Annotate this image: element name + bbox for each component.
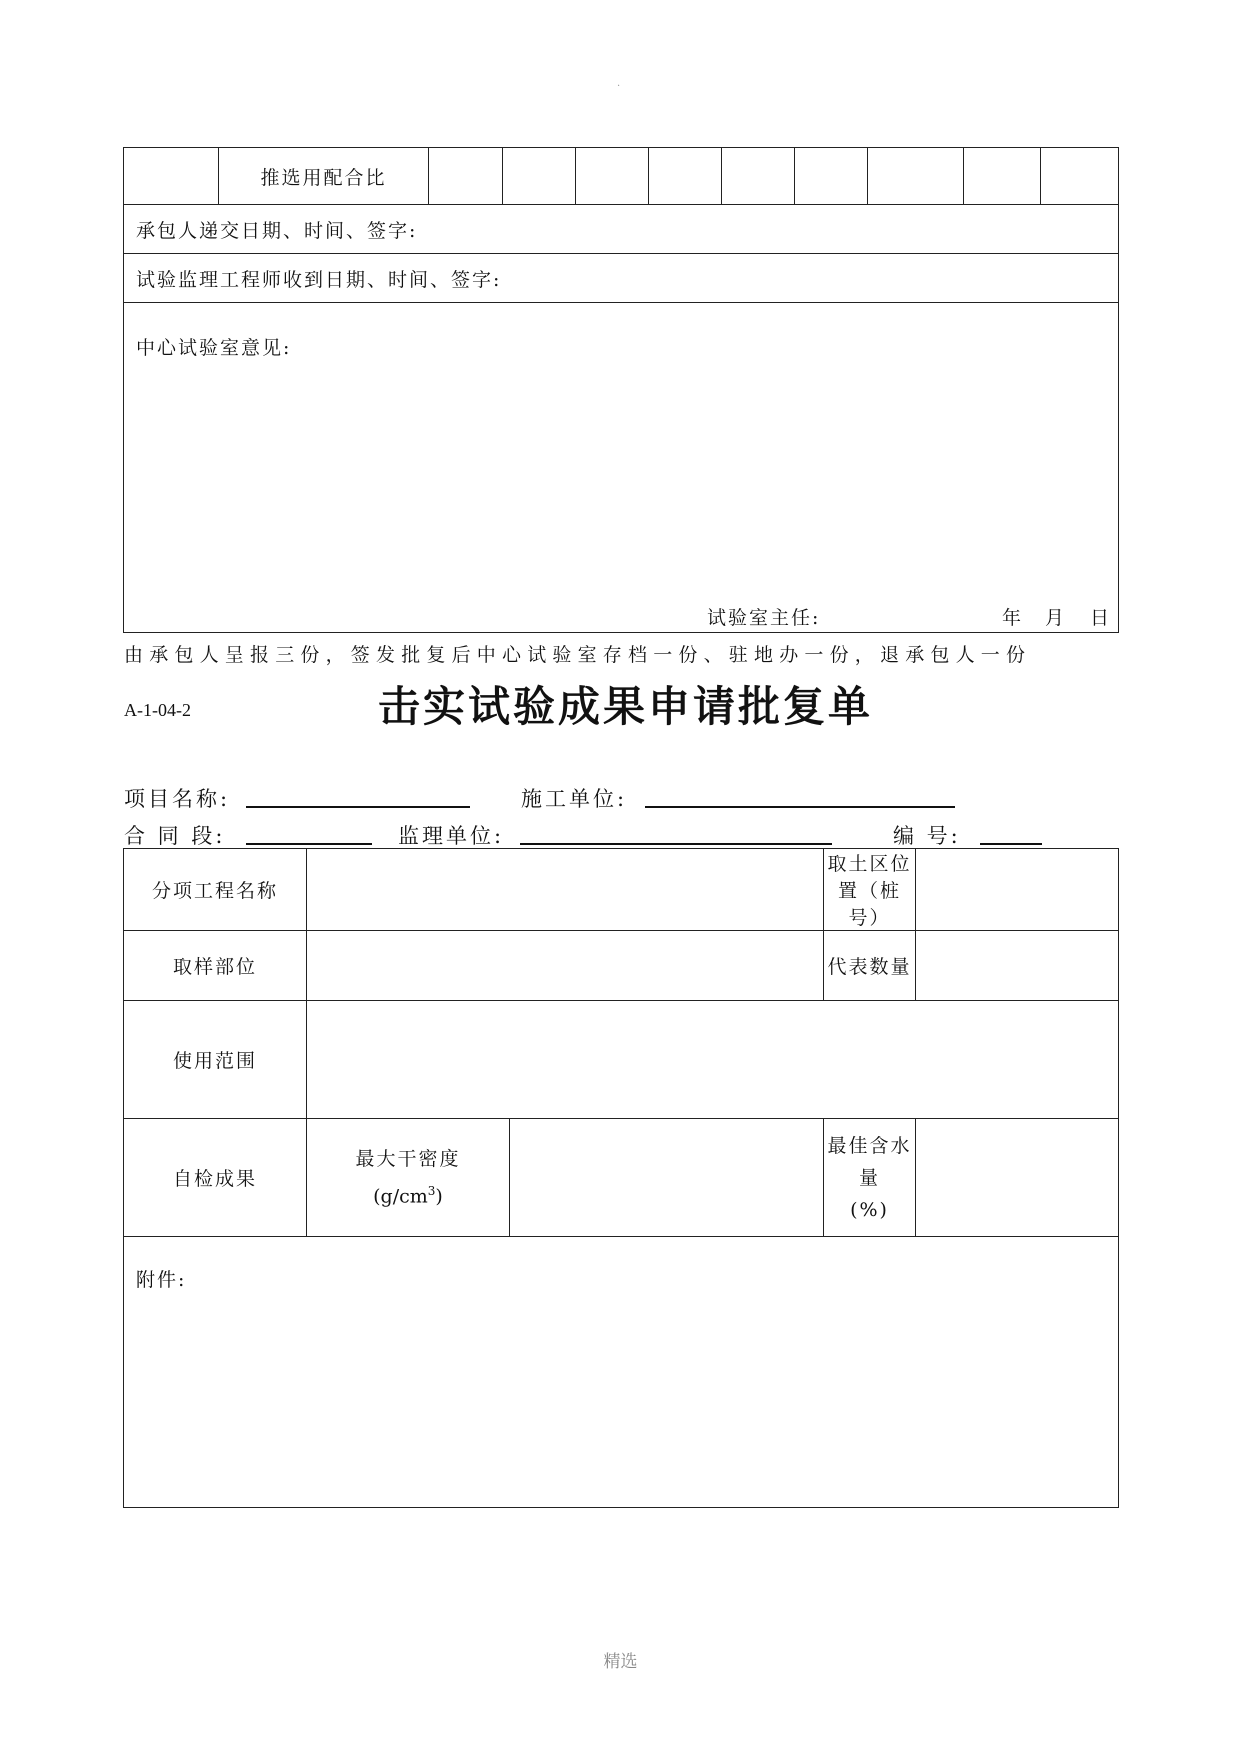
project-name-label: 项目名称: [124,787,231,811]
footer-mark: 精选 [603,1652,638,1672]
sub-project-name-field[interactable] [307,849,824,931]
contract-section-field[interactable] [246,843,372,845]
project-name-field[interactable] [246,806,470,808]
page-mark: . [617,78,621,89]
mix-ratio-label: 推选用配合比 [219,148,429,205]
opt-moisture-label [824,1119,916,1237]
distribution-note: 由承包人呈报三份，签发批复后中心试验室存档一份、驻地办一份，退承包人一份 [124,644,1032,666]
mix-ratio-cell[interactable] [868,148,964,205]
blank-cell [124,148,219,205]
opt-moisture-field[interactable] [916,1119,1119,1237]
self-check-label: 自检成果 [124,1119,307,1237]
engineer-receive-row[interactable]: 试验监理工程师收到日期、时间、签字: [124,254,1119,303]
supervision-unit-field[interactable] [520,843,832,845]
density-unit: $(g/cm^3)$ [373,1183,443,1208]
max-dry-density-text: 最大干密度 [355,1147,461,1170]
mix-ratio-cell[interactable] [429,148,503,205]
mix-ratio-cell[interactable] [722,148,795,205]
compaction-test-table [123,848,1119,1508]
date-day: 日 [1090,607,1110,629]
use-scope-field[interactable] [307,1001,1119,1119]
moisture-unit: (%) [850,1198,889,1221]
max-dry-density-label [307,1119,510,1237]
form-code: A-1-04-2 [124,700,191,720]
opt-moisture-text: 最佳含水量 [827,1134,912,1189]
number-label: 编 号: [893,824,961,848]
number-field[interactable] [980,843,1042,845]
borrow-location-field[interactable] [916,849,1119,931]
max-dry-density-field[interactable] [510,1119,824,1237]
continued-approval-table [123,147,1119,633]
mix-ratio-cell[interactable] [649,148,722,205]
attachment-cell[interactable] [124,1237,1119,1508]
mix-ratio-cell[interactable] [964,148,1041,205]
construction-unit-label: 施工单位: [521,787,628,811]
mix-ratio-cell[interactable] [1041,148,1119,205]
representative-qty-field[interactable] [916,931,1119,1001]
borrow-location-label: 取土区位置（桩号） [824,849,916,931]
construction-unit-field[interactable] [645,806,955,808]
sampling-location-field[interactable] [307,931,824,1001]
center-opinion-label: 中心试验室意见: [136,337,292,359]
mix-ratio-cell[interactable] [576,148,649,205]
director-signature-label: 试验室主任: [707,607,821,629]
representative-qty-label: 代表数量 [824,931,916,1001]
date-month: 月 [1045,607,1065,629]
sub-project-name-label: 分项工程名称 [124,849,307,931]
supervision-unit-label: 监理单位: [398,824,505,848]
center-opinion-cell[interactable] [124,303,1119,633]
form-title: 击实试验成果申请批复单 [378,682,874,731]
date-year: 年 [1002,607,1022,629]
mix-ratio-cell[interactable] [795,148,868,205]
contract-section-label: 合 同 段: [124,824,226,848]
use-scope-label: 使用范围 [124,1001,307,1119]
sampling-location-label: 取样部位 [124,931,307,1001]
mix-ratio-cell[interactable] [503,148,576,205]
contractor-submit-row[interactable]: 承包人递交日期、时间、签字: [124,205,1119,254]
attachment-label: 附件: [136,1269,187,1291]
